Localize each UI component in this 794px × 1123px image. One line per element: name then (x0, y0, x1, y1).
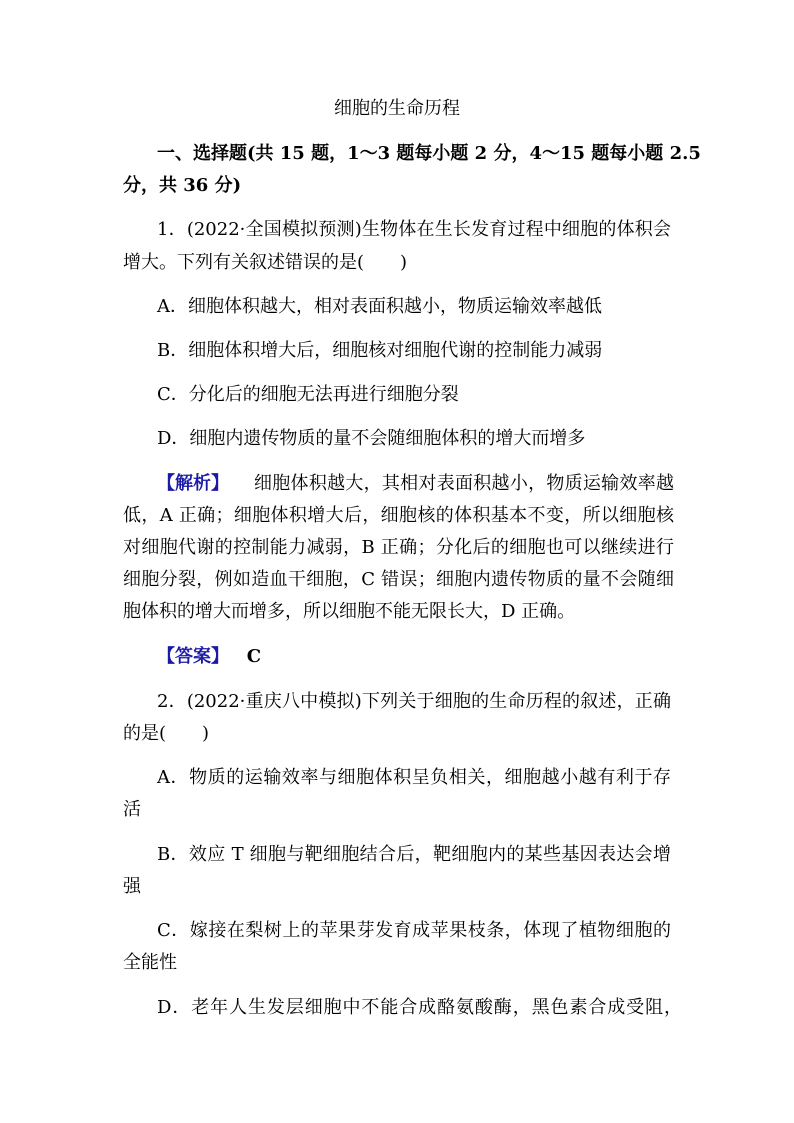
question-1-analysis-line1: 细胞体积越大，其相对表面积越小，物质运输效率越 (254, 473, 674, 494)
answer-value: C (246, 646, 262, 667)
question-2-option-c-line2: 全能性 (123, 952, 177, 973)
question-2-option-c-line1: C．嫁接在梨树上的苹果芽发育成苹果枝条，体现了植物细胞的 (157, 920, 671, 941)
question-2-stem-line2: 的是( ) (123, 723, 210, 744)
analysis-label: 【解析】 (157, 473, 229, 494)
question-2-option-a-line1: A．物质的运输效率与细胞体积呈负相关，细胞越小越有利于存 (157, 767, 671, 788)
question-1-option-d: D．细胞内遗传物质的量不会随细胞体积的增大而增多 (157, 428, 586, 449)
question-1-option-b: B．细胞体积增大后，细胞核对细胞代谢的控制能力减弱 (157, 340, 603, 361)
answer-label: 【答案】 (157, 646, 229, 667)
section-header-line2: 分，共 36 分) (123, 175, 242, 196)
question-2-option-a-line2: 活 (123, 799, 141, 820)
page-title: 细胞的生命历程 (334, 98, 460, 119)
question-1-stem-line2: 增大。下列有关叙述错误的是( ) (123, 252, 408, 273)
question-1-analysis-line3: 对细胞代谢的控制能力减弱，B 正确；分化后的细胞也可以继续进行 (123, 537, 674, 558)
question-1-answer (157, 645, 261, 669)
question-2-option-d-line1: D．老年人生发层细胞中不能合成酪氨酸酶，黑色素合成受阻， (157, 997, 682, 1018)
question-1-analysis-line5: 胞体积的增大而增多，所以细胞不能无限长大，D 正确。 (123, 601, 576, 622)
question-1-analysis-line2: 低，A 正确；细胞体积增大后，细胞核的体积基本不变，所以细胞核 (123, 505, 674, 526)
question-2-stem-line1: 2．(2022·重庆八中模拟)下列关于细胞的生命历程的叙述，正确 (157, 691, 671, 712)
question-1-option-c: C．分化后的细胞无法再进行细胞分裂 (157, 384, 459, 405)
question-1-stem-line1: 1．(2022·全国模拟预测)生物体在生长发育过程中细胞的体积会 (157, 219, 671, 240)
question-1-analysis-line4: 细胞分裂，例如造血干细胞，C 错误；细胞内遗传物质的量不会随细 (123, 569, 674, 590)
section-header-line1: 一、选择题(共 15 题，1～3 题每小题 2 分，4～15 题每小题 2.5 (157, 143, 701, 164)
question-1-analysis-tag (157, 472, 229, 496)
question-2-option-b-line2: 强 (123, 876, 141, 897)
question-1-option-a: A．细胞体积越大，相对表面积越小，物质运输效率越低 (157, 296, 602, 317)
question-2-option-b-line1: B．效应 T 细胞与靶细胞结合后，靶细胞内的某些基因表达会增 (157, 844, 671, 865)
